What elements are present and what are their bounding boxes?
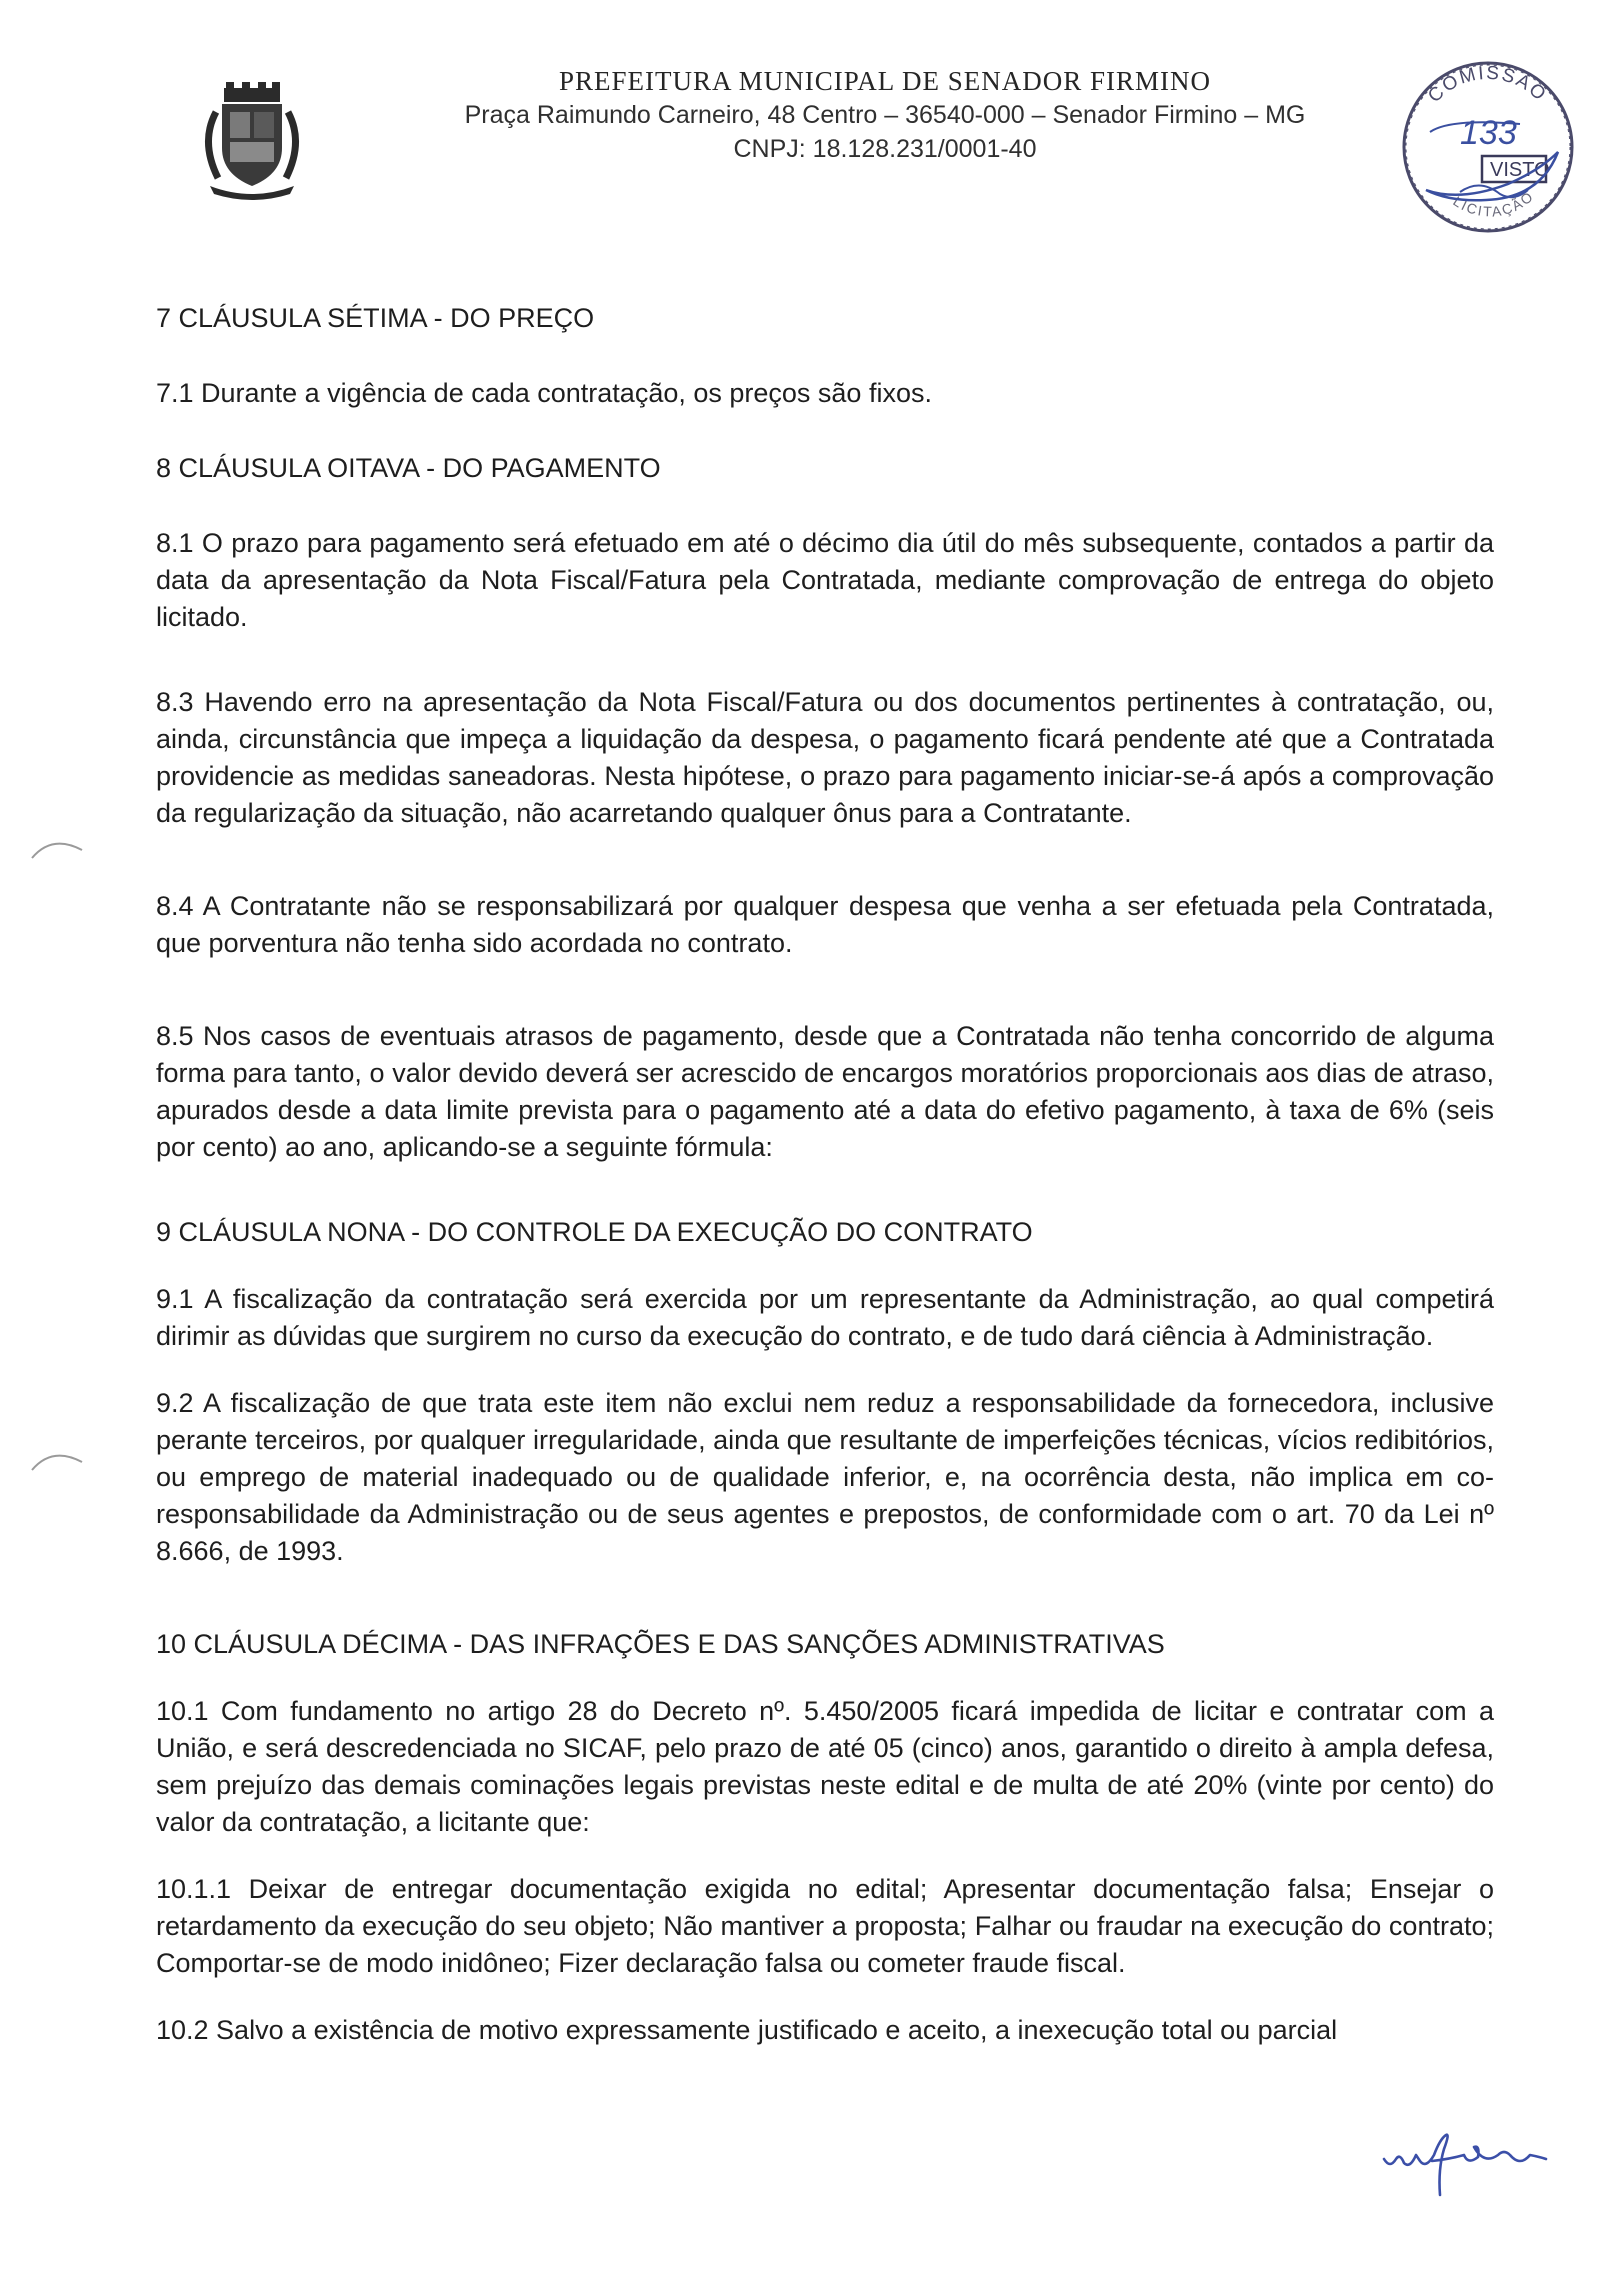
clause-7-title: 7 CLÁUSULA SÉTIMA - DO PREÇO xyxy=(156,303,595,333)
municipal-crest-icon xyxy=(196,82,308,200)
organization-name: PREFEITURA MUNICIPAL DE SENADOR FIRMINO xyxy=(558,66,1212,96)
margin-mark-icon xyxy=(28,832,86,862)
clause-8-title: 8 CLÁUSULA OITAVA - DO PAGAMENTO xyxy=(156,453,661,483)
signature-initials xyxy=(1380,2125,1550,2200)
clause-9-2: 9.2 A fiscalização de que trata este item não exclui nem reduz a responsabilidade da fornecedora, inclusive perante terceiros, por qualquer irregularidade, ainda que resultante de imperfeições técnicas, vícios redibitórios, ou emprego de material inadequado ou de qualidade inferior, e, na ocorrência desta, não implica em co-responsabilidade da Administração ou de seus agentes e prepostos, de conformidade com o art. 70 da Lei nº 8.666, de 1993. xyxy=(156,1388,1494,1566)
contract-body xyxy=(156,300,1494,2049)
clause-10-1: 10.1 Com fundamento no artigo 28 do Decreto nº. 5.450/2005 ficará impedida de licitar e contratar com a União, e será descredenciada no SICAF, pelo prazo de até 05 (cinco) anos, garantido o direito à ampla defesa, sem prejuízo das demais cominações legais previstas neste edital e de multa de até 20% (vinte por cento) do valor da contratação, a licitante que: xyxy=(156,1696,1494,1837)
svg-text:COMISSÃO xyxy=(1424,63,1551,107)
stamp-bottom-text: LICITAÇÃO xyxy=(1450,187,1538,220)
clause-10-1-1: 10.1.1 Deixar de entregar documentação exigida no edital; Apresentar documentação falsa; Ensejar o retardamento da execução do seu objeto; Não mantiver a proposta; Falhar ou fraudar na execução do contrato; Comportar-se de modo inidôneo; Fizer declaração falsa ou cometer fraude fiscal. xyxy=(156,1874,1494,1978)
clause-10-title: 10 CLÁUSULA DÉCIMA - DAS INFRAÇÕES E DAS SANÇÕES ADMINISTRATIVAS xyxy=(156,1629,1165,1659)
margin-mark-icon xyxy=(28,1444,86,1474)
clause-7-1: 7.1 Durante a vigência de cada contratação, os preços são fixos. xyxy=(156,378,932,408)
clause-9-title: 9 CLÁUSULA NONA - DO CONTROLE DA EXECUÇÃO DO CONTRATO xyxy=(156,1217,1033,1247)
clause-10-2: 10.2 Salvo a existência de motivo expressamente justificado e aceito, a inexecução total ou parcial xyxy=(156,2015,1338,2045)
organization-cnpj: CNPJ: 18.128.231/0001-40 xyxy=(733,135,1037,163)
stamp-visto-label: VISTO xyxy=(1490,159,1550,181)
stamp-top-text: COMISSÃO xyxy=(1424,62,1551,107)
clause-9-1: 9.1 A fiscalização da contratação será exercida por um representante da Administração, ao qual competirá dirimir as dúvidas que surgirem no curso da execução do contrato, e de tudo dará ciência à Administração. xyxy=(156,1284,1494,1351)
clause-8-4: 8.4 A Contratante não se responsabilizará por qualquer despesa que venha a ser efetuada pela Contratada, que porventura não tenha sido acordada no contrato. xyxy=(156,891,1494,958)
stamp-number: 133 xyxy=(1460,114,1517,152)
clause-8-3: 8.3 Havendo erro na apresentação da Nota Fiscal/Fatura ou dos documentos pertinentes à contratação, ou, ainda, circunstância que impeça a liquidação da despesa, o pagamento ficará pendente até que a Contratada providencie as medidas saneadoras. Nesta hipótese, o prazo para pagamento iniciar-se-á após a comprovação da regularização da situação, não acarretando qualquer ônus para a Contratante. xyxy=(156,687,1494,828)
organization-address: Praça Raimundo Carneiro, 48 Centro – 36540-000 – Senador Firmino – MG xyxy=(464,101,1306,129)
clause-8-1: 8.1 O prazo para pagamento será efetuado em até o décimo dia útil do mês subsequente, contados a partir da data da apresentação da Nota Fiscal/Fatura pela Contratada, mediante comprovação de entrega do objeto licitado. xyxy=(156,528,1494,632)
clause-8-5: 8.5 Nos casos de eventuais atrasos de pagamento, desde que a Contratada não tenha concorrido de alguma forma para tanto, o valor devido deverá ser acrescido de encargos moratórios proporcionais aos dias de atraso, apurados desde a data limite prevista para o pagamento até a data do efetivo pagamento, à taxa de 6% (seis por cento) ao ano, aplicando-se a seguinte fórmula: xyxy=(156,1021,1494,1162)
commission-stamp xyxy=(1390,52,1586,242)
letterhead xyxy=(400,64,1370,166)
